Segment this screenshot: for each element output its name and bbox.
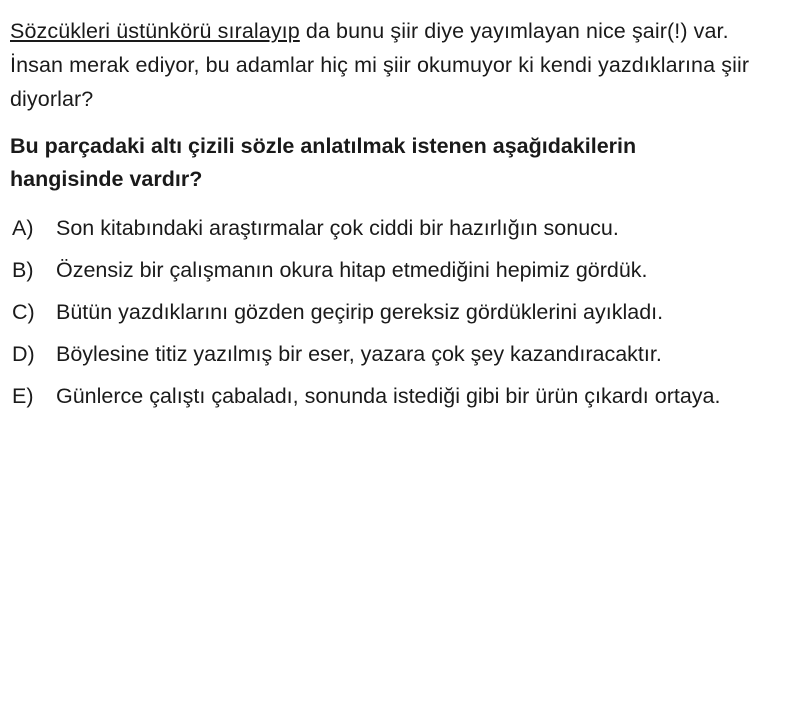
option-b-letter: B) [12, 258, 34, 282]
option-a[interactable] [10, 212, 758, 245]
underlined-phrase: Sözcükleri üstünkörü sıralayıp [10, 19, 300, 43]
option-c-letter: C) [12, 300, 35, 324]
option-c[interactable] [10, 296, 758, 329]
answer-options-list [10, 212, 758, 413]
option-d[interactable] [10, 338, 758, 371]
option-c-text: Bütün yazdıklarını gözden geçirip gereksiz gördüklerini ayıkladı. [56, 300, 664, 324]
passage-remainder: da bunu şiir diye yayımlayan nice şair(!) var. İnsan merak ediyor, bu adamlar hiç mi şiir okumuyor ki kendi yazdıklarına şiir diyorlar? [10, 19, 750, 111]
option-d-text: Böylesine titiz yazılmış bir eser, yazara çok şey kazandıracaktır. [56, 342, 662, 366]
option-d-letter: D) [12, 342, 35, 366]
question-stem: Bu parçadaki altı çizili sözle anlatılmak istenen aşağıdakilerin hangisinde vardır? [10, 134, 637, 191]
option-e-text: Günlerce çalıştı çabaladı, sonunda istediği gibi bir ürün çıkardı ortaya. [56, 384, 721, 408]
option-e-letter: E) [12, 384, 34, 408]
option-b[interactable] [10, 254, 758, 287]
option-a-letter: A) [12, 216, 34, 240]
passage-text [10, 14, 758, 116]
option-a-text: Son kitabındaki araştırmalar çok ciddi bir hazırlığın sonucu. [56, 216, 619, 240]
option-b-text: Özensiz bir çalışmanın okura hitap etmediğini hepimiz gördük. [56, 258, 648, 282]
option-e[interactable] [10, 380, 758, 413]
